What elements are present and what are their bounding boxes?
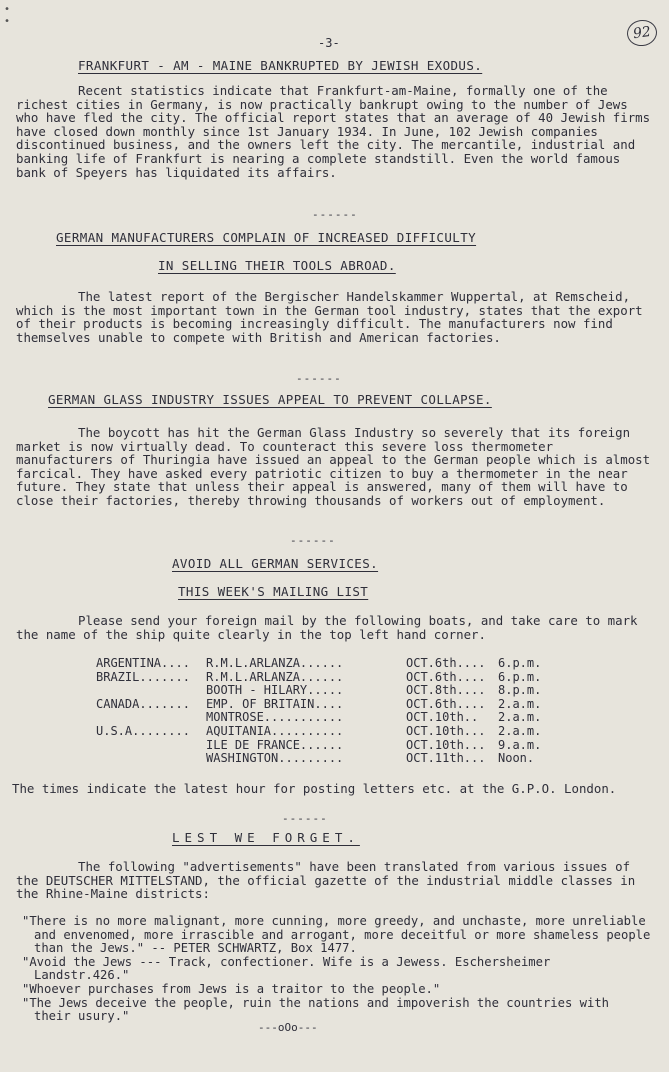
end-mark: ---oOo--- [258, 1021, 318, 1034]
frankfurt-heading: FRANKFURT - AM - MAINE BANKRUPTED BY JEWISH EXODUS. [78, 58, 483, 73]
manufacturers-heading-line1: GERMAN MANUFACTURERS COMPLAIN OF INCREASED DIFFICULTY [56, 230, 477, 245]
mailing-date: OCT.6th.... [406, 656, 486, 670]
mailing-ship: ILE DE FRANCE...... [206, 737, 344, 752]
mailing-time: 2.a.m. [498, 696, 542, 711]
mailing-heading-line1: AVOID ALL GERMAN SERVICES. [172, 556, 379, 571]
glass-body [16, 426, 652, 508]
mailing-row [96, 698, 541, 712]
mailing-ship: R.M.L.ARLANZA...... [206, 669, 344, 684]
manufacturers-paragraph: The latest report of the Bergischer Handelskammer Wuppertal, at Remscheid, which is the most important town in the German tool industry, states that the export of their products is becoming increasingly difficult. The manufacturers now find themselves unable to compete with British and American factories. [16, 289, 643, 345]
forget-intro-paragraph: The following "advertisements" have been translated from various issues of the DEUTSCHER MITTELSTAND, the official gazette of the industrial middle classes in the Rhine-Maine districts: [16, 859, 636, 902]
mailing-ship: EMP. OF BRITAIN.... [206, 696, 344, 711]
mailing-date: OCT.10th... [406, 723, 486, 738]
mailing-time: 8.p.m. [498, 683, 542, 698]
mailing-ship: R.M.L.ARLANZA...... [206, 656, 344, 670]
mailing-country [96, 739, 206, 753]
mailing-ship: AQUITANIA.......... [206, 723, 344, 738]
mailing-date: OCT.10th... [406, 737, 486, 752]
mailing-date: OCT.8th.... [406, 683, 486, 698]
mailing-intro [16, 614, 652, 641]
mailing-note: The times indicate the latest hour for posting letters etc. at the G.P.O. London. [12, 781, 617, 796]
manufacturers-heading-line2: IN SELLING THEIR TOOLS ABROAD. [158, 258, 396, 273]
mailing-ship: WASHINGTON......... [206, 751, 344, 766]
mailing-time: 6.p.m. [498, 656, 542, 670]
mailing-row [96, 671, 541, 685]
quote-item: "There is no more malignant, more cunning, more greedy, and unchaste, more unreliable and envenomed, more irrascible and arrogant, more deceitful or more shameless people than the Jews." -- PETER SCHWARTZ, Box 1477. [22, 914, 651, 956]
folio-number: 92 [625, 18, 658, 48]
mailing-country: ARGENTINA.... [96, 656, 190, 670]
mailing-time: 9.a.m. [498, 737, 542, 752]
mailing-country [96, 752, 206, 766]
mailing-country: U.S.A........ [96, 723, 190, 738]
mailing-time: 2.a.m. [498, 710, 542, 725]
frankfurt-paragraph: Recent statistics indicate that Frankfurt-am-Maine, formally one of the richest cities in Germany, is now practically bankrupt owing to the number of Jews who have fled the city. The official report states that an average of 40 Jewish firms have closed down monthly since 1st January 1934. In June, 102 Jewish companies discontinued business, and the owners left the city. The mercantile, industrial and banking life of Frankfurt is nearing a complete standstill. Even the world famous bank of Speyers has liquidated its affairs. [16, 83, 651, 180]
quote-item: "The Jews deceive the people, ruin the nations and impoverish the countries with their usury." [22, 995, 609, 1024]
glass-heading: GERMAN GLASS INDUSTRY ISSUES APPEAL TO PREVENT COLLAPSE. [48, 392, 492, 407]
forget-intro [16, 860, 652, 901]
mailing-row [96, 657, 541, 671]
separator: ------ [290, 534, 336, 547]
mailing-time: 2.a.m. [498, 723, 542, 738]
mailing-row [96, 725, 541, 739]
page-number: -3- [318, 36, 340, 50]
separator: ------ [282, 812, 328, 825]
mailing-row [96, 711, 541, 725]
quote-item: "Avoid the Jews --- Track, confectioner. Wife is a Jewess. Eschersheimer Landstr.426." [22, 954, 551, 983]
separator: ------ [296, 372, 342, 385]
quotes-list [22, 915, 652, 1024]
mailing-row [96, 684, 541, 698]
mailing-date: OCT.6th.... [406, 696, 486, 711]
mailing-country: CANADA....... [96, 696, 190, 711]
mailing-time: Noon. [498, 751, 535, 766]
mailing-date: OCT.11th... [406, 751, 486, 766]
mailing-date: OCT.10th.. [406, 710, 479, 725]
mailing-intro-paragraph: Please send your foreign mail by the following boats, and take care to mark the name of the ship quite clearly in the top left hand corner. [16, 613, 638, 642]
mailing-country: BRAZIL....... [96, 669, 190, 684]
separator: ------ [312, 208, 358, 221]
frankfurt-body [16, 84, 652, 179]
mailing-row [96, 752, 541, 766]
mailing-row [96, 739, 541, 753]
punch-marks: • • [4, 4, 11, 27]
glass-paragraph: The boycott has hit the German Glass Industry so severely that its foreign market is now virtually dead. To counteract this severe loss thermometer manufacturers of Thuringia have issued an appeal to the German people which is almost farcical. They have asked every patriotic citizen to buy a thermometer in the near future. They state that unless their appeal is answered, many of them will have to close their factories, thereby throwing thousands of workers out of employment. [16, 425, 651, 508]
mailing-list-table [96, 657, 541, 766]
mailing-date: OCT.6th.... [406, 669, 486, 684]
manufacturers-body [16, 290, 652, 344]
mailing-time: 6.p.m. [498, 669, 542, 684]
quote-item: "Whoever purchases from Jews is a traitor to the people." [22, 981, 441, 996]
mailing-country [96, 711, 206, 725]
forget-heading: LEST WE FORGET. [172, 830, 360, 845]
mailing-country [96, 684, 206, 698]
mailing-heading-line2: THIS WEEK'S MAILING LIST [178, 584, 369, 599]
mailing-ship: BOOTH - HILARY..... [206, 683, 344, 698]
mailing-ship: MONTROSE........... [206, 710, 344, 725]
